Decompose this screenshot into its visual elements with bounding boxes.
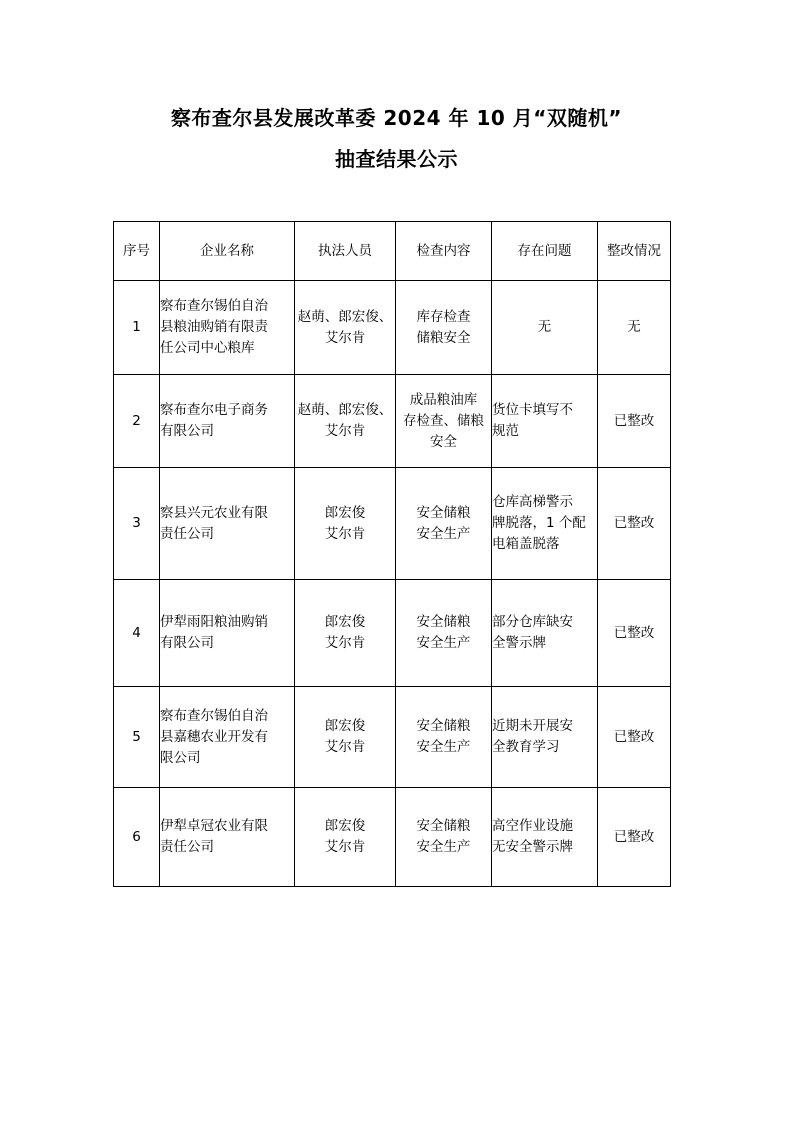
cell-officers-line: 郎宏俊: [324, 818, 366, 834]
table-row: [114, 375, 671, 468]
cell-company-line: 察布查尔锡伯自治: [160, 298, 268, 314]
cell-content: [396, 580, 492, 687]
cell-company-line: 限公司: [160, 749, 201, 766]
cell-company-line: 任公司中心粮库: [160, 340, 255, 356]
cell-company-line: 县粮油购销有限责: [160, 319, 268, 335]
cell-officers-line: 艾尔肯: [324, 525, 366, 542]
cell-content: [396, 687, 492, 788]
cell-company-line: 责任公司: [160, 525, 214, 542]
cell-content-line: 安全生产: [416, 525, 471, 542]
cell-company: [160, 468, 295, 580]
cell-issues-line: 无安全警示牌: [492, 839, 573, 855]
results-table: [113, 221, 671, 887]
cell-content-line: 储粮安全: [416, 329, 471, 346]
cell-officers-line: 郎宏俊: [324, 504, 366, 521]
cell-status: 已整改: [598, 687, 671, 788]
header-company: 企业名称: [160, 222, 295, 281]
cell-issues: [492, 281, 598, 375]
cell-issues: [492, 580, 598, 687]
cell-issues-line: 货位卡填写不: [492, 402, 573, 418]
cell-status: 已整改: [598, 375, 671, 468]
cell-issues: [492, 687, 598, 788]
header-status: 整改情况: [598, 222, 671, 281]
cell-company-line: 有限公司: [160, 635, 214, 651]
cell-issues-line: 仓库高梯警示: [492, 494, 573, 510]
cell-company-line: 伊犁雨阳粮油购销: [160, 614, 268, 630]
cell-officers: [295, 281, 396, 375]
cell-officers: [295, 580, 396, 687]
cell-issues-line: 全教育学习: [492, 739, 560, 755]
cell-issues: [492, 375, 598, 468]
cell-company-line: 县嘉穗农业开发有: [160, 728, 268, 745]
cell-officers: [295, 375, 396, 468]
cell-officers-line: 艾尔肯: [324, 839, 366, 855]
table-row: [114, 580, 671, 687]
cell-officers-line: 赵萌、郎宏俊、: [297, 308, 393, 325]
cell-status: 已整改: [598, 580, 671, 687]
cell-officers-line: 郎宏俊: [324, 718, 366, 734]
cell-content-line: 安全生产: [416, 635, 471, 651]
cell-company-line: 伊犁卓冠农业有限: [160, 818, 268, 834]
cell-content: [396, 281, 492, 375]
cell-issues: [492, 788, 598, 887]
cell-company: [160, 687, 295, 788]
cell-issues-line: 牌脱落，1 个配: [492, 515, 586, 531]
cell-officers: [295, 788, 396, 887]
cell-content: [396, 788, 492, 887]
cell-company: [160, 281, 295, 375]
table-header-row: [114, 222, 671, 281]
cell-content-line: 安全储粮: [416, 718, 471, 734]
table-row: [114, 468, 671, 580]
cell-issues-line: 高空作业设施: [492, 818, 573, 834]
page-subtitle: 抽查结果公示: [335, 147, 458, 171]
cell-content-line: 安全: [430, 433, 457, 450]
cell-content-line: 成品粮油库: [409, 391, 478, 408]
table-row: [114, 788, 671, 887]
cell-company-line: 责任公司: [160, 839, 214, 855]
cell-officers: [295, 468, 396, 580]
header-content: 检查内容: [396, 222, 492, 281]
cell-seq: 1: [114, 281, 160, 375]
cell-content-line: 安全储粮: [416, 614, 471, 630]
cell-officers-line: 艾尔肯: [324, 635, 366, 651]
cell-content-line: 安全生产: [416, 839, 471, 855]
cell-content: [396, 468, 492, 580]
cell-content: [396, 375, 492, 468]
cell-seq: 3: [114, 468, 160, 580]
cell-issues: [492, 468, 598, 580]
header-issues: 存在问题: [492, 222, 598, 281]
cell-content-line: 存检查、储粮: [403, 412, 484, 429]
cell-company: [160, 375, 295, 468]
cell-issues-line: 规范: [492, 423, 519, 439]
cell-content-line: 安全生产: [416, 739, 471, 755]
cell-seq: 5: [114, 687, 160, 788]
table-row: [114, 687, 671, 788]
cell-company-line: 察布查尔电子商务: [160, 402, 268, 418]
cell-issues-line: 近期未开展安: [492, 718, 573, 734]
cell-company: [160, 788, 295, 887]
cell-company-line: 有限公司: [160, 423, 214, 439]
cell-seq: 2: [114, 375, 160, 468]
header-seq: 序号: [114, 222, 160, 281]
table-row: [114, 281, 671, 375]
cell-officers-line: 艾尔肯: [324, 423, 366, 439]
cell-seq: 6: [114, 788, 160, 887]
cell-officers-line: 艾尔肯: [324, 329, 366, 346]
cell-issues-line: 部分仓库缺安: [492, 614, 573, 630]
cell-status: 已整改: [598, 788, 671, 887]
cell-content-line: 安全储粮: [416, 504, 471, 521]
cell-company: [160, 580, 295, 687]
header-officers: 执法人员: [295, 222, 396, 281]
cell-officers-line: 艾尔肯: [324, 739, 366, 755]
cell-content-line: 库存检查: [416, 308, 471, 325]
cell-status: 无: [598, 281, 671, 375]
cell-issues-line: 无: [537, 319, 552, 335]
cell-issues-line: 电箱盖脱落: [492, 536, 560, 552]
cell-company-line: 察县兴元农业有限: [160, 504, 268, 521]
cell-officers-line: 郎宏俊: [324, 614, 366, 630]
cell-officers-line: 赵萌、郎宏俊、: [297, 402, 393, 418]
cell-officers: [295, 687, 396, 788]
cell-issues-line: 全警示牌: [492, 635, 546, 651]
cell-company-line: 察布查尔锡伯自治: [160, 707, 268, 724]
cell-content-line: 安全储粮: [416, 818, 471, 834]
page-title: 察布查尔县发展改革委 2024 年 10 月“双随机”: [170, 106, 623, 130]
cell-seq: 4: [114, 580, 160, 687]
cell-status: 已整改: [598, 468, 671, 580]
